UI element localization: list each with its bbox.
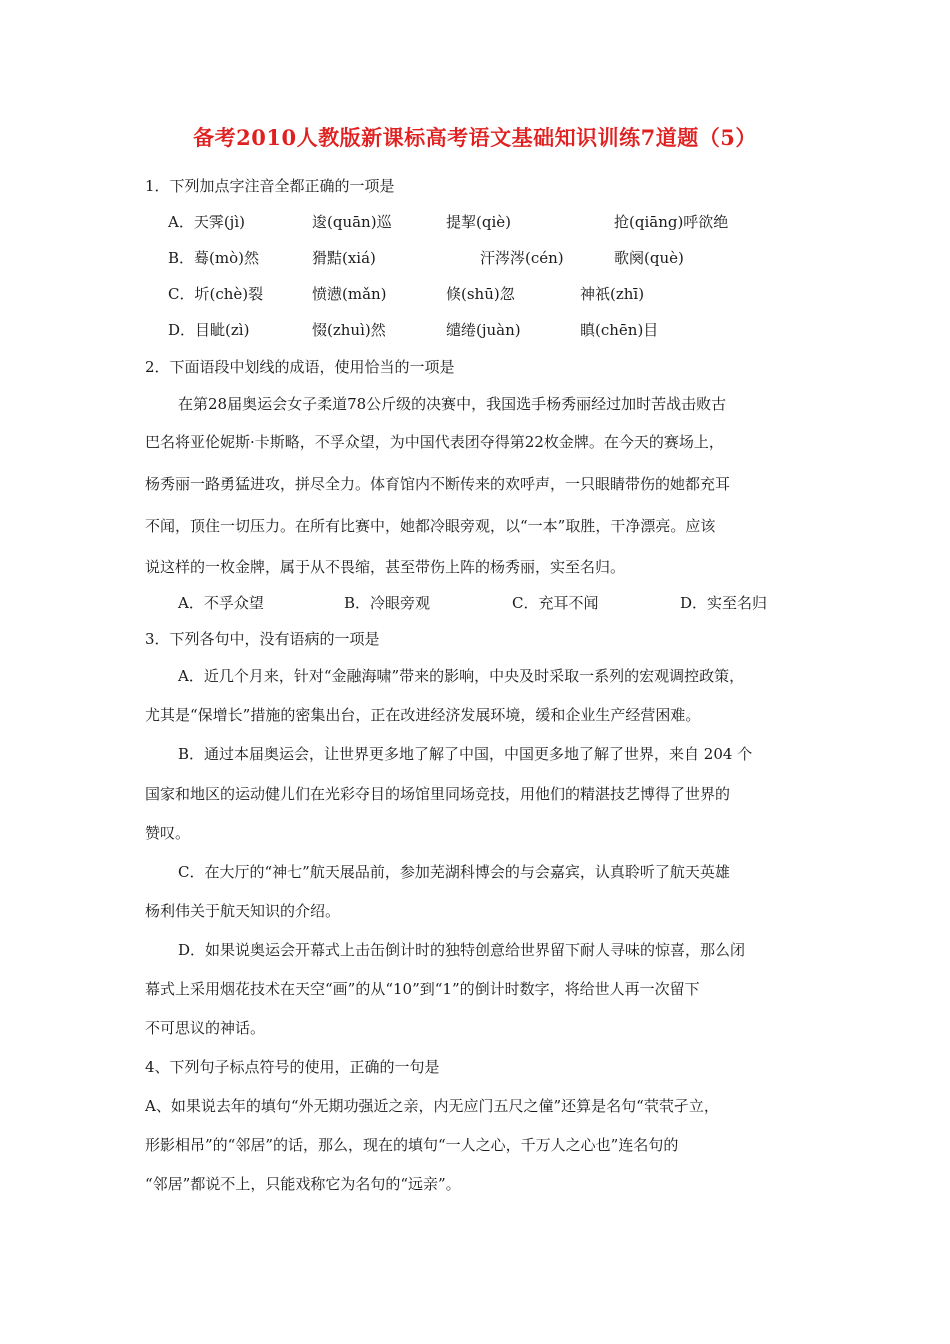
q1-option-c-item-1: C．圻(chè)裂 [168,285,264,303]
q1-option-b-item-4: 歌阕(què) [614,249,684,267]
q1-option-d-item-2: 惙(zhuì)然 [312,321,386,339]
q1-option-a-item-4: 抢(qiāng)呼欲绝 [614,213,729,231]
q1-option-b-item-2: 猾黠(xiá) [312,249,376,267]
q2-option-a: A．不孚众望 [178,594,264,612]
q1-option-a-item-1: A．天霁(jì) [168,213,245,231]
q1-option-d-item-3: 缱绻(juàn) [446,321,521,339]
question-1-stem: 1．下列加点字注音全都正确的一项是 [145,177,395,195]
q2-passage-line: 不闻，顶住一切压力。在所有比赛中，她都冷眼旁观，以“一本”取胜，干净漂亮。应该 [145,517,716,535]
q1-option-d-item-1: D．目眦(zì) [168,321,250,339]
q1-option-c-item-2: 愤懑(mǎn) [312,285,387,303]
q3-option-line: 国家和地区的运动健儿们在光彩夺目的场馆里同场竞技，用他们的精湛技艺博得了世界的 [145,785,731,803]
q1-option-c-item-3: 倏(shū)忽 [446,285,515,303]
question-4-stem: 4、下列句子标点符号的使用，正确的一句是 [145,1058,440,1076]
question-2-stem: 2．下面语段中划线的成语，使用恰当的一项是 [145,358,455,376]
q1-option-b-item-1: B．蓦(mò)然 [168,249,259,267]
q3-option-line: B．通过本届奥运会，让世界更多地了解了中国，中国更多地了解了世界，来自 204 个 [178,745,753,763]
q1-option-d-item-4: 瞋(chēn)目 [580,321,659,339]
q1-option-c-item-4: 神祇(zhī) [580,285,645,303]
q2-passage-line: 杨秀丽一路勇猛进攻，拼尽全力。体育馆内不断传来的欢呼声，一只眼睛带伤的她都充耳 [145,475,731,493]
q4-option-line: “邻居”都说不上，只能戏称它为名句的“远亲”。 [145,1175,461,1193]
q2-option-c: C．充耳不闻 [512,594,599,612]
q3-option-line: 尤其是“保增长”措施的密集出台，正在改进经济发展环境，缓和企业生产经营困难。 [145,706,701,724]
q2-passage-line: 在第28届奥运会女子柔道78公斤级的决赛中，我国选手杨秀丽经过加时苦战击败古 [178,395,727,413]
q3-option-line: 赞叹。 [145,824,191,842]
q2-passage-line: 说这样的一枚金牌，属于从不畏缩，甚至带伤上阵的杨秀丽，实至名归。 [145,558,626,576]
q3-option-line: A．近几个月来，针对“金融海啸”带来的影响，中央及时采取一系列的宏观调控政策， [178,667,745,685]
q3-option-line: 幕式上采用烟花技术在天空“画”的从“10”到“1”的倒计时数字，将给世人再一次留下 [145,980,700,998]
q2-option-d: D．实至名归 [680,594,768,612]
q3-option-line: 杨利伟关于航天知识的介绍。 [145,902,341,920]
q4-option-line: 形影相吊”的“邻居”的话，那么，现在的填句“一人之心，千万人之心也”连名句的 [145,1136,679,1154]
q2-passage-line: 巴名将亚伦妮斯·卡斯略，不孚众望，为中国代表团夺得第22枚金牌。在今天的赛场上， [145,433,724,451]
q1-option-a-item-2: 逡(quān)巡 [312,213,392,231]
q4-option-line: A、如果说去年的填句“外无期功强近之亲，内无应门五尺之僮”还算是名句“茕茕孑立， [145,1097,719,1115]
q1-option-a-item-3: 提挈(qiè) [446,213,511,231]
q1-option-b-item-3: 汗涔涔(cén) [480,249,564,267]
document-title: 备考2010人教版新课标高考语文基础知识训练7道题（5） [193,125,757,150]
question-3-stem: 3．下列各句中，没有语病的一项是 [145,630,380,648]
q3-option-line: 不可思议的神话。 [145,1019,266,1037]
q3-option-line: C．在大厅的“神七”航天展品前，参加芜湖科博会的与会嘉宾，认真聆听了航天英雄 [178,863,730,881]
q2-option-b: B．冷眼旁观 [344,594,431,612]
q3-option-line: D．如果说奥运会开幕式上击缶倒计时的独特创意给世界留下耐人寻味的惊喜，那么闭 [178,941,746,959]
